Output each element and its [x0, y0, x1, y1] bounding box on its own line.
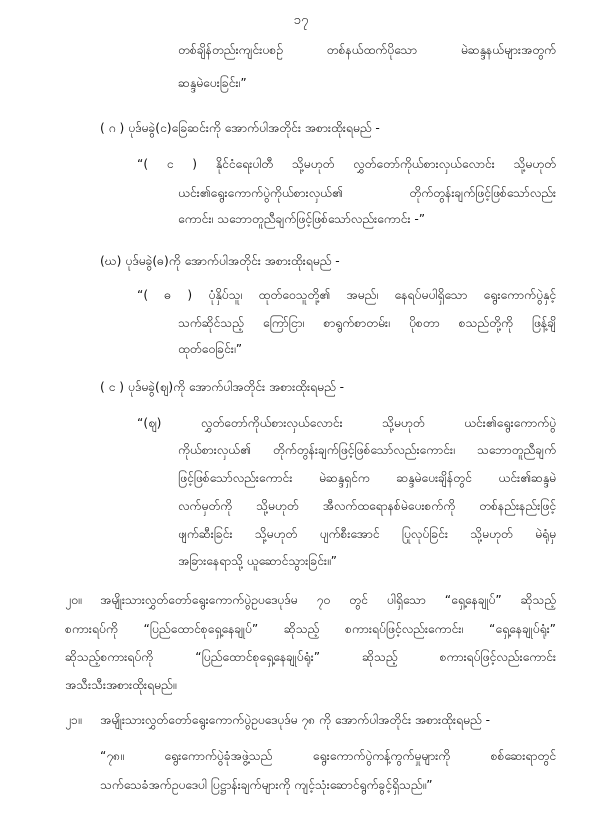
- text-line: သက်ဆိုင်သည့် ကြော်ငြာ၊ စာရွက်စာတမ်း၊ ပိုစတာ စသည်တို့ကို ဖြန့်ချိ: [178, 316, 556, 330]
- text-line: “( င ) နိုင်ငံရေးပါတီ သို့မဟုတ် လွှတ်တော်ကိုယ်စားလှယ်လောင်း သို့မဟုတ်: [137, 157, 556, 171]
- text-line: “( ဓ ) ပုံနှိပ်သူ၊ ထုတ်ဝေသူတို့၏ အမည်၊ နေရပ်မပါရှိသော ရွေးကောက်ပွဲနှင့်: [137, 288, 556, 302]
- text-line: ဖျက်ဆီးခြင်း သို့မဟုတ် ပျက်စီးအောင် ပြုလုပ်ခြင်း သို့မဟုတ် မဲရုံမှ: [178, 527, 556, 541]
- text-line: ကောင်း၊ သဘောတူညီချက်ဖြင့်ဖြစ်သော်လည်းကောင်း -”: [178, 212, 426, 226]
- section-number: ၂၁။: [65, 713, 82, 727]
- text-line: အခြားနေရာသို့ ယူဆောင်သွားခြင်း။”: [178, 554, 337, 568]
- text-line: ကိုယ်စားလှယ်၏ တိုက်တွန်းချက်ဖြင့်ဖြစ်သော်လည်းကောင်း၊ သဘောတူညီချက်: [178, 443, 556, 457]
- text-line: အမျိုးသားလွှတ်တော်ရွေးကောက်ပွဲဥပဒေပုဒ်မ ၇၀ တွင် ပါရှိသော “ရှေ့နေချုပ်” ဆိုသည့်: [100, 593, 556, 607]
- text-line: စကားရပ်ကို “ပြည်ထောင်စုရှေ့နေချုပ်” ဆိုသည့် စကားရပ်ဖြင့်လည်းကောင်း၊ “ရှေ့နေချုပ်ရုံး”: [65, 622, 556, 636]
- text-line: အမျိုးသားလွှတ်တော်ရွေးကောက်ပွဲဥပဒေပုဒ်မ ၇၈ ကို အောက်ပါအတိုင်း အစားထိုးရမည် -: [100, 713, 490, 727]
- text-line: ယင်း၏ရွေးကောက်ပွဲကိုယ်စားလှယ်၏ တိုက်တွန်းချက်ဖြင့်ဖြစ်သော်လည်း: [178, 186, 556, 200]
- section-number: ၂၀။: [65, 593, 82, 607]
- text-line: သက်သေခံအက်ဥပဒေပါ ပြဋ္ဌာန်းချက်များကို ကျင့်သုံးဆောင်ရွက်ခွင့်ရှိသည်။”: [100, 778, 433, 792]
- clause-heading: (ဃ) ပုဒ်မခွဲ(ဓ)ကို အောက်ပါအတိုင်း အစားထိုးရမည် -: [100, 254, 340, 268]
- text-line: “(ဈ) လွှတ်တော်ကိုယ်စားလှယ်လောင်း သို့မဟုတ် ယင်း၏ရွေးကောက်ပွဲ: [137, 416, 556, 430]
- text-line: ဆိုသည့်စကားရပ်ကို “ပြည်ထောင်စုရှေ့နေချုပ်ရုံး” ဆိုသည့် စကားရပ်ဖြင့်လည်းကောင်း: [65, 650, 556, 664]
- text-line: လက်မှတ်ကို သို့မဟုတ် အီလက်ထရောနစ်မဲပေးစက်ကို တစ်နည်းနည်းဖြင့်: [178, 499, 556, 513]
- clause-heading: ( ဂ ) ပုဒ်မခွဲ(င)ခြေဆင်းကို အောက်ပါအတိုင်း အစားထိုးရမည် -: [100, 121, 380, 135]
- clause-heading: ( င ) ပုဒ်မခွဲ(ဈ)ကို အောက်ပါအတိုင်း အစားထိုးရမည် -: [100, 380, 345, 394]
- text-line: ဖြင့်ဖြစ်သော်လည်းကောင်း မဲဆန္ဒရှင်က ဆန္ဒမဲပေးချိန်တွင် ယင်း၏ဆန္ဒမဲ: [178, 471, 556, 485]
- text-line: ဆန္ဒမဲပေးခြင်း၊”: [178, 76, 247, 90]
- text-line: အသီးသီးအစားထိုးရမည်။: [65, 678, 177, 692]
- text-line: ထုတ်ဝေခြင်း၊”: [178, 342, 243, 356]
- text-line: တစ်ချိန်တည်းကျင်းပစဉ် တစ်နယ်ထက်ပိုသော မဲဆန္ဒနယ်များအတွက်: [178, 43, 556, 57]
- page-number: ၁၇: [293, 13, 309, 28]
- text-line: “၇၈။ ရွေးကောက်ပွဲခုံအဖွဲ့သည် ရွေးကောက်ပွဲကန့်ကွက်မှုများကို စစ်ဆေးရာတွင်: [100, 749, 556, 763]
